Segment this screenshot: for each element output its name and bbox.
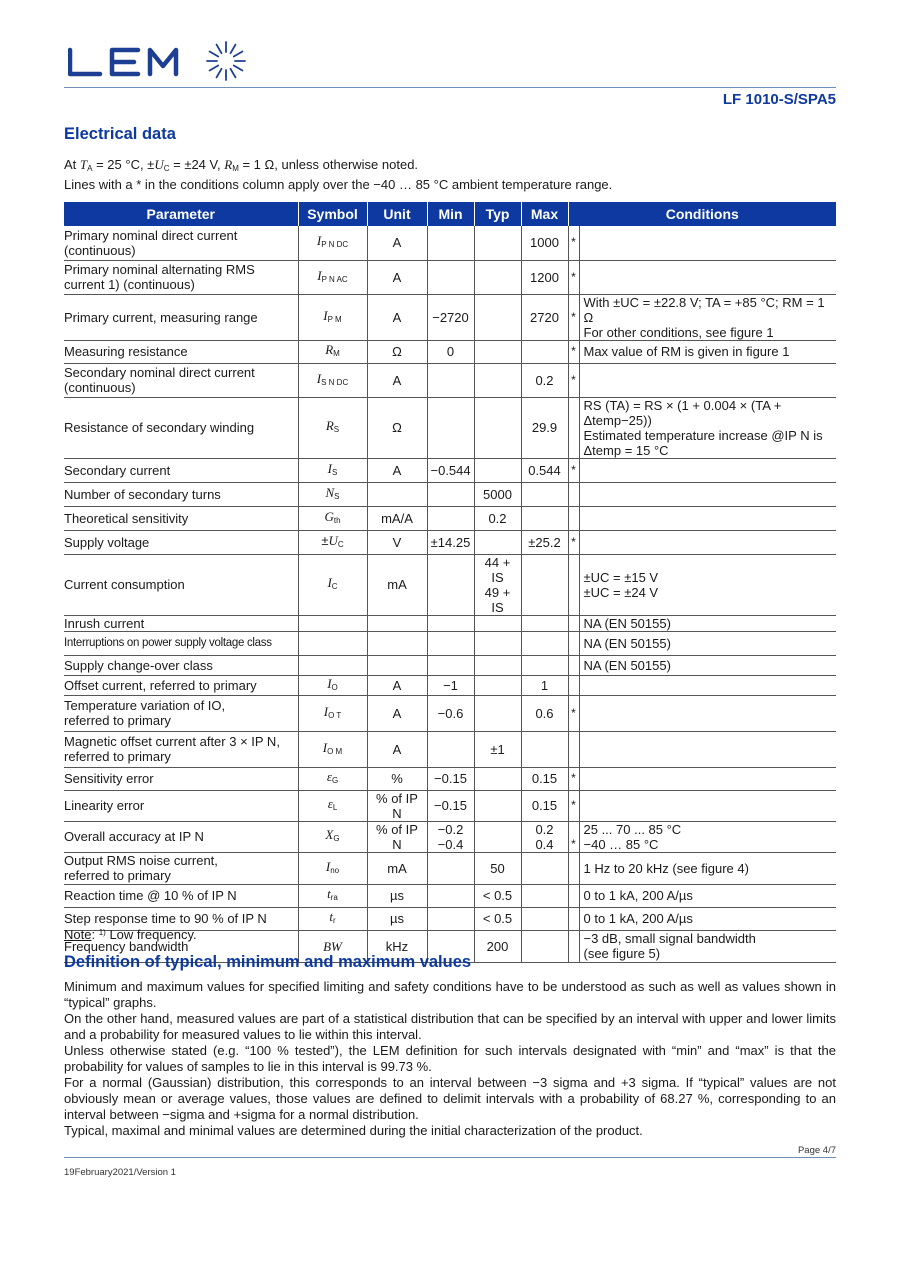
- conditions-cell: With ±UC = ±22.8 V; TA = +85 °C; RM = 1 Ω For other conditions, see figure 1: [579, 294, 836, 340]
- conditions-cell: [579, 695, 836, 731]
- unit-cell: µs: [367, 884, 427, 907]
- table-row: [64, 397, 836, 458]
- note-text: Low frequency.: [105, 927, 197, 942]
- min-cell: [427, 884, 474, 907]
- unit-cell: A: [367, 731, 427, 767]
- min-cell: −0.15: [427, 767, 474, 790]
- typ-cell: [474, 631, 521, 655]
- min-cell: [427, 631, 474, 655]
- max-cell: [521, 884, 568, 907]
- symbol-cell: [298, 615, 367, 631]
- max-cell: 0.15: [521, 790, 568, 821]
- min-cell: [427, 226, 474, 260]
- symbol-cell: BW: [298, 930, 367, 962]
- unit-cell: Ω: [367, 397, 427, 458]
- max-cell: 0.6: [521, 695, 568, 731]
- col-conditions: Conditions: [568, 202, 836, 226]
- param-cell: Step response time to 90 % of IP N: [64, 907, 298, 930]
- param-cell: Temperature variation of IO, referred to primary: [64, 695, 298, 731]
- range-star-cell: [568, 554, 579, 615]
- max-cell: 1000: [521, 226, 568, 260]
- range-star-cell: [568, 631, 579, 655]
- conditions-cell: NA (EN 50155): [579, 615, 836, 631]
- unit-cell: A: [367, 260, 427, 294]
- param-cell: Inrush current: [64, 615, 298, 631]
- range-star-cell: *: [568, 767, 579, 790]
- min-cell: ±14.25: [427, 530, 474, 554]
- unit-cell: [367, 615, 427, 631]
- typ-cell: [474, 767, 521, 790]
- range-star-cell: [568, 615, 579, 631]
- conditions-cell: [579, 790, 836, 821]
- unit-cell: V: [367, 530, 427, 554]
- unit-cell: A: [367, 226, 427, 260]
- symbol-cell: $I_{P N DC}$: [298, 226, 367, 260]
- max-cell: 0.15: [521, 767, 568, 790]
- conditions-cell: NA (EN 50155): [579, 631, 836, 655]
- max-cell: [521, 930, 568, 962]
- unit-cell: [367, 631, 427, 655]
- header-rule: [64, 87, 836, 88]
- min-cell: −2720: [427, 294, 474, 340]
- table-row: [64, 821, 836, 852]
- typ-cell: [474, 458, 521, 482]
- range-star-cell: [568, 907, 579, 930]
- param-cell: Resistance of secondary winding: [64, 397, 298, 458]
- param-cell: Linearity error: [64, 790, 298, 821]
- param-cell: Primary nominal direct current (continuous): [64, 226, 298, 260]
- symbol-cell: $N_S$: [298, 482, 367, 506]
- param-cell: Theoretical sensitivity: [64, 506, 298, 530]
- max-cell: 0.2: [521, 363, 568, 397]
- max-cell: [521, 907, 568, 930]
- max-cell: [521, 340, 568, 363]
- min-cell: [427, 615, 474, 631]
- param-cell: Output RMS noise current, referred to primary: [64, 852, 298, 884]
- note-sup: 1): [98, 928, 106, 937]
- max-cell: 1200: [521, 260, 568, 294]
- col-min: Min: [427, 202, 474, 226]
- range-star-cell: *: [568, 695, 579, 731]
- typ-cell: [474, 363, 521, 397]
- conditions-cell: [579, 226, 836, 260]
- table-row: [64, 631, 836, 655]
- table-row: [64, 615, 836, 631]
- table-body: [64, 226, 836, 962]
- symbol-cell: $I_S$: [298, 458, 367, 482]
- version-date: 19February2021/Version 1: [64, 1167, 176, 1178]
- table-row: [64, 884, 836, 907]
- param-cell: Primary nominal alternating RMS current 1) (continuous): [64, 260, 298, 294]
- param-cell: Reaction time @ 10 % of IP N: [64, 884, 298, 907]
- typ-cell: < 0.5: [474, 907, 521, 930]
- symbol-cell: $t_r$: [298, 907, 367, 930]
- param-cell: Offset current, referred to primary: [64, 675, 298, 695]
- conditions-cell: 1 Hz to 20 kHz (see figure 4): [579, 852, 836, 884]
- conditions-cell: [579, 458, 836, 482]
- unit-cell: A: [367, 458, 427, 482]
- note: Note: $^{1)}$ Low frequency.: [64, 927, 197, 942]
- table-row: [64, 506, 836, 530]
- min-cell: [427, 260, 474, 294]
- table-row: [64, 655, 836, 675]
- table-row: [64, 554, 836, 615]
- range-star-cell: *: [568, 260, 579, 294]
- typ-cell: [474, 790, 521, 821]
- conditions-cell: [579, 506, 836, 530]
- sun-icon: [207, 42, 245, 80]
- typ-cell: [474, 397, 521, 458]
- param-cell: Primary current, measuring range: [64, 294, 298, 340]
- max-cell: 29.9: [521, 397, 568, 458]
- typ-cell: 0.2: [474, 506, 521, 530]
- max-cell: [521, 506, 568, 530]
- unit-cell: A: [367, 363, 427, 397]
- conditions-cell: [579, 482, 836, 506]
- range-star-cell: *: [568, 226, 579, 260]
- col-max: Max: [521, 202, 568, 226]
- intro-conditions: At $T_A = 25$ °C, $\pm U_C = \pm 24$ V, $R_M = 1$ Ω, unless otherwise noted.: [64, 157, 419, 173]
- unit-cell: A: [367, 675, 427, 695]
- unit-cell: mA/A: [367, 506, 427, 530]
- param-cell: Overall accuracy at IP N: [64, 821, 298, 852]
- param-cell: Number of secondary turns: [64, 482, 298, 506]
- typ-cell: ±1: [474, 731, 521, 767]
- param-cell: Secondary nominal direct current (continuous): [64, 363, 298, 397]
- table-row: [64, 675, 836, 695]
- unit-cell: % of IP N: [367, 821, 427, 852]
- table-row: [64, 790, 836, 821]
- param-cell: Current consumption: [64, 554, 298, 615]
- lem-logo: [68, 38, 248, 86]
- definition-paragraph: On the other hand, measured values are part of a statistical distribution that can be specified by an interval with upper and lower limits and a probability for measured values to lie within this interval.: [64, 1011, 836, 1042]
- typ-cell: [474, 294, 521, 340]
- symbol-cell: $I_O$: [298, 675, 367, 695]
- unit-cell: % of IP N: [367, 790, 427, 821]
- table-row: [64, 363, 836, 397]
- range-star-cell: *: [568, 458, 579, 482]
- page-number: Page 4/7: [797, 1145, 836, 1156]
- max-cell: [521, 615, 568, 631]
- definition-paragraph: Typical, maximal and minimal values are determined during the initial characterization of the product.: [64, 1123, 643, 1138]
- max-cell: ±25.2: [521, 530, 568, 554]
- param-cell: Interruptions on power supply voltage class: [64, 631, 298, 655]
- table-row: [64, 340, 836, 363]
- table-row: [64, 731, 836, 767]
- max-cell: [521, 731, 568, 767]
- min-cell: [427, 655, 474, 675]
- max-cell: [521, 655, 568, 675]
- col-parameter: Parameter: [64, 202, 298, 226]
- typ-cell: [474, 695, 521, 731]
- min-cell: [427, 397, 474, 458]
- conditions-cell: [579, 363, 836, 397]
- range-star-cell: *: [568, 363, 579, 397]
- symbol-cell: $t_{ra}$: [298, 884, 367, 907]
- table-header-row: [64, 202, 836, 226]
- electrical-data-table: [64, 202, 836, 963]
- max-cell: [521, 852, 568, 884]
- definition-paragraph: Unless otherwise stated (e.g. “100 % tested”), the LEM definition for such intervals designated with “min” and “max” is that the probability for values of samples to lie in this interval is 99.73 %.: [64, 1043, 836, 1074]
- min-cell: −0.15: [427, 790, 474, 821]
- typ-cell: [474, 675, 521, 695]
- col-typ: Typ: [474, 202, 521, 226]
- footer-rule: [64, 1157, 836, 1158]
- unit-cell: Ω: [367, 340, 427, 363]
- table-row: [64, 458, 836, 482]
- min-cell: [427, 907, 474, 930]
- conditions-cell: [579, 731, 836, 767]
- conditions-cell: 0 to 1 kA, 200 A/µs: [579, 884, 836, 907]
- max-cell: 2720: [521, 294, 568, 340]
- min-cell: 0: [427, 340, 474, 363]
- conditions-cell: −3 dB, small signal bandwidth (see figure 5): [579, 930, 836, 962]
- conditions-cell: Max value of RM is given in figure 1: [579, 340, 836, 363]
- conditions-cell: [579, 767, 836, 790]
- range-star-cell: [568, 397, 579, 458]
- electrical-data-title: Electrical data: [64, 125, 176, 143]
- document-id: LF 1010-S/SPA5: [722, 91, 836, 108]
- table-row: [64, 294, 836, 340]
- conditions-cell: [579, 260, 836, 294]
- typ-cell: [474, 615, 521, 631]
- conditions-cell: [579, 675, 836, 695]
- unit-cell: [367, 655, 427, 675]
- conditions-cell: NA (EN 50155): [579, 655, 836, 675]
- symbol-cell: $I_C$: [298, 554, 367, 615]
- param-cell: Frequency bandwidth: [64, 930, 298, 962]
- note-label: Note: [64, 927, 92, 942]
- table-row: [64, 852, 836, 884]
- definition-paragraph: For a normal (Gaussian) distribution, this corresponds to an interval between −3 sigma and +3 sigma. If “typical” values are not obviously mean or average values, those values are defined to delimit intervals with a probability of 68.27 %, corresponding to an interval between −sigma and +sigma for a normal distribution.: [64, 1075, 836, 1122]
- table-row: [64, 530, 836, 554]
- range-star-cell: [568, 852, 579, 884]
- unit-cell: A: [367, 695, 427, 731]
- min-cell: [427, 554, 474, 615]
- range-star-cell: [568, 506, 579, 530]
- range-star-cell: [568, 482, 579, 506]
- col-symbol: Symbol: [298, 202, 367, 226]
- symbol-cell: $I_{O T}$: [298, 695, 367, 731]
- min-cell: [427, 852, 474, 884]
- min-cell: [427, 363, 474, 397]
- max-cell: [521, 631, 568, 655]
- symbol-cell: $I_{S N DC}$: [298, 363, 367, 397]
- typ-cell: [474, 821, 521, 852]
- unit-cell: µs: [367, 907, 427, 930]
- unit-cell: mA: [367, 554, 427, 615]
- range-star-cell: [568, 930, 579, 962]
- symbol-cell: $I_{no}$: [298, 852, 367, 884]
- symbol-cell: $R_M$: [298, 340, 367, 363]
- param-cell: Magnetic offset current after 3 × IP N, referred to primary: [64, 731, 298, 767]
- typ-cell: [474, 340, 521, 363]
- typ-cell: 50: [474, 852, 521, 884]
- symbol-cell: [298, 631, 367, 655]
- range-star-cell: *: [568, 340, 579, 363]
- range-star-cell: *: [568, 790, 579, 821]
- definition-paragraph: Minimum and maximum values for specified limiting and safety conditions have to be understood as such as well as values shown in “typical” graphs.: [64, 979, 836, 1010]
- table-row: [64, 695, 836, 731]
- range-star-cell: [568, 675, 579, 695]
- max-cell: 1: [521, 675, 568, 695]
- param-cell: Measuring resistance: [64, 340, 298, 363]
- unit-cell: %: [367, 767, 427, 790]
- symbol-cell: $\varepsilon_G$: [298, 767, 367, 790]
- typ-cell: [474, 530, 521, 554]
- symbol-cell: $G_{th}$: [298, 506, 367, 530]
- intro-line2: Lines with a * in the conditions column apply over the −40 … 85 °C ambient temperature range.: [64, 177, 613, 192]
- table-row: [64, 226, 836, 260]
- symbol-cell: $\pm U_C$: [298, 530, 367, 554]
- param-cell: Sensitivity error: [64, 767, 298, 790]
- max-cell: 0.544: [521, 458, 568, 482]
- param-cell: Supply voltage: [64, 530, 298, 554]
- typ-cell: < 0.5: [474, 884, 521, 907]
- conditions-cell: 25 ... 70 ... 85 °C −40 … 85 °C: [579, 821, 836, 852]
- range-star-cell: *: [568, 530, 579, 554]
- range-star-cell: [568, 731, 579, 767]
- intro: [64, 157, 836, 193]
- definitions-body: [64, 979, 836, 1139]
- min-cell: −0.2 −0.4: [427, 821, 474, 852]
- range-star-cell: [568, 884, 579, 907]
- col-unit: Unit: [367, 202, 427, 226]
- symbol-cell: $R_S$: [298, 397, 367, 458]
- range-star-cell: [568, 655, 579, 675]
- unit-cell: kHz: [367, 930, 427, 962]
- range-star-cell: *: [568, 821, 579, 852]
- unit-cell: [367, 482, 427, 506]
- max-cell: [521, 554, 568, 615]
- typ-cell: [474, 226, 521, 260]
- typ-cell: 200: [474, 930, 521, 962]
- param-cell: Supply change-over class: [64, 655, 298, 675]
- min-cell: [427, 482, 474, 506]
- definitions-title: Definition of typical, minimum and maximum values: [64, 953, 472, 971]
- max-cell: [521, 482, 568, 506]
- min-cell: [427, 506, 474, 530]
- min-cell: −0.6: [427, 695, 474, 731]
- min-cell: [427, 731, 474, 767]
- symbol-cell: $I_{P N AC}$: [298, 260, 367, 294]
- min-cell: −0.544: [427, 458, 474, 482]
- typ-cell: [474, 655, 521, 675]
- table-row: [64, 260, 836, 294]
- conditions-cell: ±UC = ±15 V ±UC = ±24 V: [579, 554, 836, 615]
- min-cell: −1: [427, 675, 474, 695]
- typ-cell: 44 + IS 49 + IS: [474, 554, 521, 615]
- symbol-cell: $X_G$: [298, 821, 367, 852]
- symbol-cell: $I_{O M}$: [298, 731, 367, 767]
- table-row: [64, 482, 836, 506]
- unit-cell: A: [367, 294, 427, 340]
- conditions-cell: [579, 530, 836, 554]
- symbol-cell: [298, 655, 367, 675]
- symbol-cell: $\varepsilon_L$: [298, 790, 367, 821]
- max-cell: 0.2 0.4: [521, 821, 568, 852]
- typ-cell: [474, 260, 521, 294]
- conditions-cell: RS (TA) = RS × (1 + 0.004 × (TA + Δtemp−25)) Estimated temperature increase @IP N is Δtemp = 15 °C: [579, 397, 836, 458]
- table-row: [64, 767, 836, 790]
- symbol-cell: $I_{P M}$: [298, 294, 367, 340]
- param-cell: Secondary current: [64, 458, 298, 482]
- conditions-cell: 0 to 1 kA, 200 A/µs: [579, 907, 836, 930]
- range-star-cell: *: [568, 294, 579, 340]
- unit-cell: mA: [367, 852, 427, 884]
- typ-cell: 5000: [474, 482, 521, 506]
